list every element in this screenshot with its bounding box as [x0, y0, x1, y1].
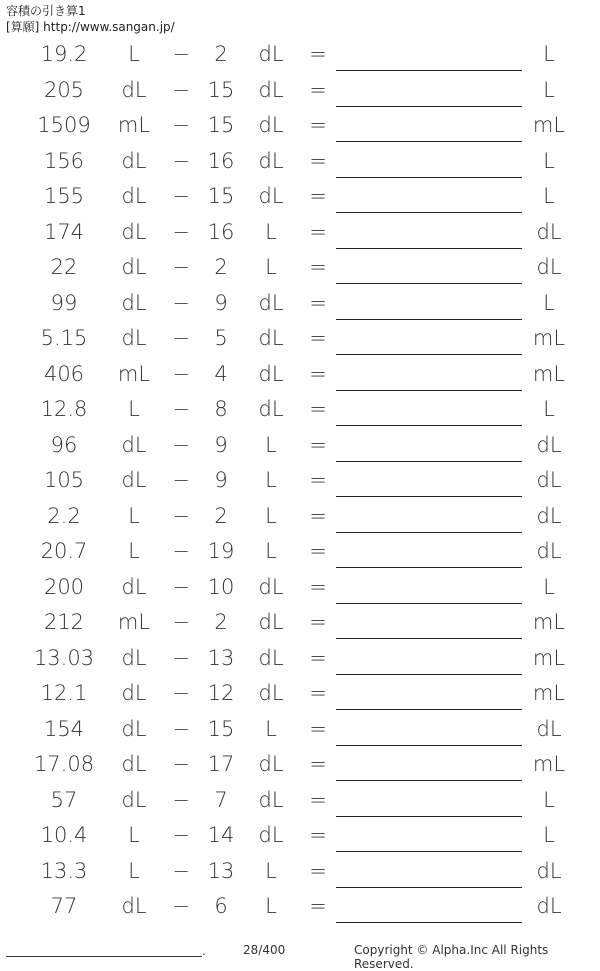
equals-sign: = — [309, 326, 327, 350]
subtrahend: 5 — [214, 326, 228, 350]
minus-sign: − — [172, 787, 190, 812]
problem-row — [0, 144, 600, 180]
minuend-unit: dL — [121, 77, 147, 102]
problem-list — [0, 37, 600, 925]
answer-blank[interactable] — [336, 851, 522, 852]
subtrahend-unit: dL — [258, 42, 284, 66]
subtrahend-unit: dL — [258, 148, 284, 173]
answer-blank[interactable] — [336, 177, 522, 178]
footer — [0, 940, 600, 971]
minuend: 12.1 — [40, 681, 88, 705]
subtrahend: 16 — [207, 219, 235, 244]
minuend-unit: dL — [121, 326, 147, 350]
answer-blank[interactable] — [336, 390, 522, 391]
answer-blank[interactable] — [336, 354, 522, 355]
minuend: 12.8 — [40, 397, 88, 421]
problem-row — [0, 250, 600, 286]
subtrahend: 15 — [207, 716, 235, 741]
equals-sign: = — [309, 432, 327, 457]
equals-sign: = — [309, 787, 327, 812]
equals-sign: = — [309, 894, 327, 918]
answer-blank[interactable] — [336, 780, 522, 781]
problem-row — [0, 641, 600, 677]
answer-unit: mL — [532, 113, 566, 137]
subtrahend-unit: L — [265, 503, 277, 528]
subtrahend: 14 — [207, 823, 235, 847]
worksheet-title: 容積の引き算1 — [6, 4, 86, 18]
subtrahend: 9 — [214, 468, 228, 492]
minuend: 20.7 — [40, 539, 88, 563]
problem-row — [0, 676, 600, 712]
equals-sign: = — [309, 574, 327, 599]
minuend: 5.15 — [40, 326, 88, 350]
subtrahend-unit: L — [265, 539, 277, 563]
copyright-notice: Copyright © Alpha.Inc All Rights Reserved. — [354, 943, 549, 971]
subtrahend-unit: L — [265, 432, 277, 457]
answer-unit: mL — [532, 645, 566, 670]
minuend: 2.2 — [47, 503, 81, 528]
equals-sign: = — [309, 610, 327, 634]
subtrahend-unit: dL — [258, 823, 284, 847]
minuend-unit: dL — [121, 290, 147, 315]
problem-row — [0, 37, 600, 73]
subtrahend-unit: dL — [258, 184, 284, 208]
minus-sign: − — [172, 468, 190, 492]
answer-unit: mL — [532, 361, 566, 386]
equals-sign: = — [309, 858, 327, 883]
equals-sign: = — [309, 716, 327, 741]
minuend-unit: dL — [121, 716, 147, 741]
minuend: 96 — [50, 432, 78, 457]
subtrahend: 9 — [214, 290, 228, 315]
answer-unit: mL — [532, 681, 566, 705]
minuend-unit: dL — [121, 645, 147, 670]
equals-sign: = — [309, 219, 327, 244]
answer-blank[interactable] — [336, 70, 522, 71]
equals-sign: = — [309, 255, 327, 279]
answer-blank[interactable] — [336, 745, 522, 746]
answer-blank[interactable] — [336, 461, 522, 462]
equals-sign: = — [309, 42, 327, 66]
problem-row — [0, 392, 600, 428]
minuend: 154 — [43, 716, 85, 741]
minuend-unit: mL — [117, 610, 151, 634]
subtrahend-unit: dL — [258, 610, 284, 634]
subtrahend: 6 — [214, 894, 228, 918]
minuend-unit: L — [128, 823, 140, 847]
worksheet-header — [6, 3, 175, 35]
subtrahend-unit: L — [265, 894, 277, 918]
subtrahend-unit: L — [265, 219, 277, 244]
equals-sign: = — [309, 397, 327, 421]
subtrahend-unit: dL — [258, 681, 284, 705]
answer-unit: dL — [536, 539, 562, 563]
minuend: 155 — [43, 184, 85, 208]
problem-row — [0, 783, 600, 819]
equals-sign: = — [309, 148, 327, 173]
minus-sign: − — [172, 42, 190, 66]
equals-sign: = — [309, 290, 327, 315]
subtrahend-unit: L — [265, 468, 277, 492]
answer-unit: dL — [536, 219, 562, 244]
subtrahend: 9 — [214, 432, 228, 457]
minus-sign: − — [172, 610, 190, 634]
minuend-unit: mL — [117, 361, 151, 386]
subtrahend-unit: dL — [258, 326, 284, 350]
problem-row — [0, 108, 600, 144]
minuend-unit: L — [128, 397, 140, 421]
minuend-unit: L — [128, 539, 140, 563]
answer-blank[interactable] — [336, 212, 522, 213]
minus-sign: − — [172, 858, 190, 883]
minus-sign: − — [172, 539, 190, 563]
problem-row — [0, 534, 600, 570]
minuend-unit: L — [128, 858, 140, 883]
subtrahend: 2 — [214, 42, 228, 66]
equals-sign: = — [309, 645, 327, 670]
subtrahend: 2 — [214, 503, 228, 528]
subtrahend: 16 — [207, 148, 235, 173]
minuend-unit: dL — [121, 894, 147, 918]
minuend-unit: dL — [121, 148, 147, 173]
problem-row — [0, 428, 600, 464]
answer-blank[interactable] — [336, 141, 522, 142]
problem-row — [0, 854, 600, 890]
subtrahend: 12 — [207, 681, 235, 705]
answer-unit: L — [543, 823, 555, 847]
minuend: 57 — [50, 787, 78, 812]
minus-sign: − — [172, 113, 190, 137]
answer-blank[interactable] — [336, 532, 522, 533]
minuend: 200 — [43, 574, 85, 599]
problem-row — [0, 73, 600, 109]
answer-blank[interactable] — [336, 674, 522, 675]
minuend: 156 — [43, 148, 85, 173]
subtrahend-unit: L — [265, 858, 277, 883]
minus-sign: − — [172, 77, 190, 102]
minuend: 99 — [50, 290, 78, 315]
minus-sign: − — [172, 432, 190, 457]
answer-blank[interactable] — [336, 709, 522, 710]
subtrahend-unit: dL — [258, 361, 284, 386]
answer-unit: dL — [536, 468, 562, 492]
answer-unit: L — [543, 148, 555, 173]
problem-row — [0, 215, 600, 251]
minus-sign: − — [172, 752, 190, 776]
minus-sign: − — [172, 503, 190, 528]
problem-row — [0, 499, 600, 535]
minuend: 17.08 — [33, 752, 95, 776]
minus-sign: − — [172, 219, 190, 244]
subtrahend: 15 — [207, 184, 235, 208]
subtrahend-unit: dL — [258, 290, 284, 315]
minuend-unit: dL — [121, 787, 147, 812]
subtrahend: 19 — [207, 539, 235, 563]
subtrahend: 7 — [214, 787, 228, 812]
subtrahend: 10 — [207, 574, 235, 599]
equals-sign: = — [309, 113, 327, 137]
answer-blank[interactable] — [336, 106, 522, 107]
minus-sign: − — [172, 894, 190, 918]
equals-sign: = — [309, 77, 327, 102]
problem-row — [0, 889, 600, 925]
minuend-unit: mL — [117, 113, 151, 137]
minuend: 212 — [43, 610, 85, 634]
minuend: 13.03 — [33, 645, 95, 670]
answer-unit: dL — [536, 503, 562, 528]
subtrahend-unit: dL — [258, 752, 284, 776]
minuend: 13.3 — [40, 858, 88, 883]
problem-row — [0, 747, 600, 783]
source-link[interactable]: [算願] http://www.sangan.jp/ — [6, 20, 175, 34]
answer-blank[interactable] — [336, 248, 522, 249]
minus-sign: − — [172, 397, 190, 421]
problem-row — [0, 179, 600, 215]
name-line — [6, 956, 202, 957]
answer-unit: dL — [536, 894, 562, 918]
answer-unit: dL — [536, 858, 562, 883]
minuend: 406 — [43, 361, 85, 386]
subtrahend-unit: dL — [258, 77, 284, 102]
minus-sign: − — [172, 823, 190, 847]
footer-dot: . — [202, 944, 206, 958]
minuend-unit: L — [128, 42, 140, 66]
answer-unit: mL — [532, 752, 566, 776]
equals-sign: = — [309, 468, 327, 492]
answer-unit: mL — [532, 326, 566, 350]
subtrahend: 2 — [214, 610, 228, 634]
equals-sign: = — [309, 681, 327, 705]
answer-unit: dL — [536, 255, 562, 279]
minuend: 22 — [50, 255, 78, 279]
answer-blank[interactable] — [336, 887, 522, 888]
minuend-unit: L — [128, 503, 140, 528]
problem-row — [0, 321, 600, 357]
answer-blank[interactable] — [336, 567, 522, 568]
subtrahend-unit: dL — [258, 787, 284, 812]
answer-unit: L — [543, 42, 555, 66]
minuend-unit: dL — [121, 574, 147, 599]
equals-sign: = — [309, 184, 327, 208]
subtrahend-unit: dL — [258, 645, 284, 670]
minus-sign: − — [172, 148, 190, 173]
subtrahend: 2 — [214, 255, 228, 279]
subtrahend: 4 — [214, 361, 228, 386]
minus-sign: − — [172, 645, 190, 670]
minuend: 205 — [43, 77, 85, 102]
answer-blank[interactable] — [336, 638, 522, 639]
minuend: 174 — [43, 219, 85, 244]
answer-blank[interactable] — [336, 319, 522, 320]
minuend-unit: dL — [121, 255, 147, 279]
answer-blank[interactable] — [336, 283, 522, 284]
problem-row — [0, 818, 600, 854]
page-number: 28/400 — [243, 943, 286, 957]
minuend-unit: dL — [121, 432, 147, 457]
answer-blank[interactable] — [336, 425, 522, 426]
minuend-unit: dL — [121, 681, 147, 705]
minus-sign: − — [172, 255, 190, 279]
minuend: 77 — [50, 894, 78, 918]
minuend-unit: dL — [121, 219, 147, 244]
minuend-unit: dL — [121, 752, 147, 776]
subtrahend-unit: L — [265, 255, 277, 279]
answer-unit: dL — [536, 432, 562, 457]
problem-row — [0, 570, 600, 606]
minus-sign: − — [172, 290, 190, 315]
equals-sign: = — [309, 503, 327, 528]
answer-unit: L — [543, 397, 555, 421]
minuend: 10.4 — [40, 823, 88, 847]
minuend-unit: dL — [121, 468, 147, 492]
subtrahend: 8 — [214, 397, 228, 421]
equals-sign: = — [309, 823, 327, 847]
subtrahend: 15 — [207, 77, 235, 102]
subtrahend: 13 — [207, 858, 235, 883]
minus-sign: − — [172, 574, 190, 599]
problem-row — [0, 286, 600, 322]
subtrahend: 13 — [207, 645, 235, 670]
answer-blank[interactable] — [336, 922, 522, 923]
answer-unit: L — [543, 574, 555, 599]
answer-blank[interactable] — [336, 816, 522, 817]
answer-unit: mL — [532, 610, 566, 634]
problem-row — [0, 357, 600, 393]
minus-sign: − — [172, 326, 190, 350]
minus-sign: − — [172, 716, 190, 741]
equals-sign: = — [309, 361, 327, 386]
minuend: 19.2 — [40, 42, 88, 66]
answer-unit: L — [543, 290, 555, 315]
answer-unit: L — [543, 77, 555, 102]
answer-blank[interactable] — [336, 603, 522, 604]
problem-row — [0, 463, 600, 499]
minuend: 1509 — [37, 113, 91, 137]
subtrahend-unit: dL — [258, 113, 284, 137]
problem-row — [0, 605, 600, 641]
answer-blank[interactable] — [336, 496, 522, 497]
equals-sign: = — [309, 752, 327, 776]
problem-row — [0, 712, 600, 748]
equals-sign: = — [309, 539, 327, 563]
minus-sign: − — [172, 184, 190, 208]
answer-unit: dL — [536, 716, 562, 741]
subtrahend-unit: dL — [258, 397, 284, 421]
minuend-unit: dL — [121, 184, 147, 208]
subtrahend-unit: dL — [258, 574, 284, 599]
minus-sign: − — [172, 681, 190, 705]
subtrahend-unit: L — [265, 716, 277, 741]
answer-unit: L — [543, 787, 555, 812]
minuend: 105 — [43, 468, 85, 492]
minus-sign: − — [172, 361, 190, 386]
subtrahend: 15 — [207, 113, 235, 137]
answer-unit: L — [543, 184, 555, 208]
subtrahend: 17 — [207, 752, 235, 776]
